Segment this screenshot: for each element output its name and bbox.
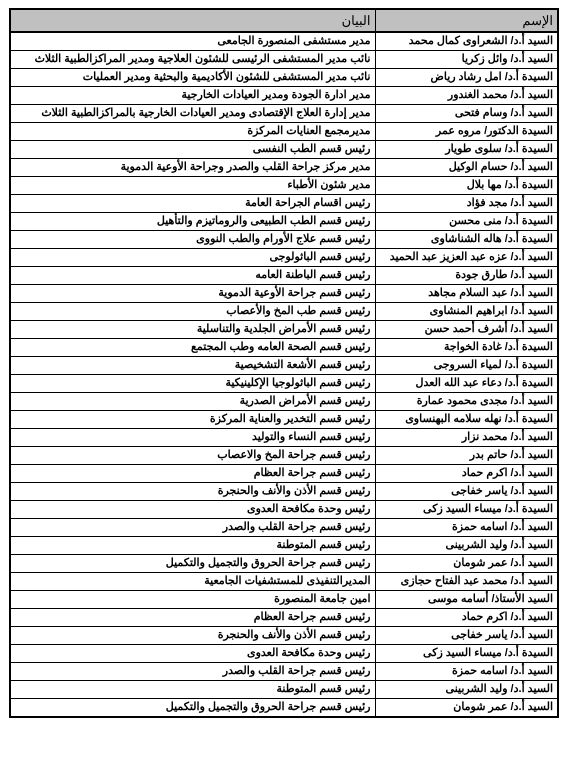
cell-description: رئيس قسم التخدير والعناية المركزة <box>10 411 375 429</box>
table-row <box>10 303 558 321</box>
table-row <box>10 519 558 537</box>
cell-description: رئيس قسم جراحة العظام <box>10 609 375 627</box>
cell-description: رئيس قسم المتوطنة <box>10 537 375 555</box>
table-row <box>10 231 558 249</box>
table-row <box>10 699 558 718</box>
table-row <box>10 51 558 69</box>
table-row <box>10 159 558 177</box>
table-row <box>10 105 558 123</box>
cell-description: مدير مركز جراحة القلب والصدر وجراحة الأوعية الدموية <box>10 159 375 177</box>
cell-description: مدير إدارة العلاج الإقتصادى ومدير العيادات الخارجية بالمراكزالطبية الثلاث <box>10 105 375 123</box>
cell-name: السيد أ.د/ اكرم حماد <box>375 465 558 483</box>
cell-name: السيد أ.د/ طارق جودة <box>375 267 558 285</box>
cell-name: السيد أ.د/ حسام الوكيل <box>375 159 558 177</box>
table-row <box>10 285 558 303</box>
cell-description: مديرمجمع العنايات المركزة <box>10 123 375 141</box>
cell-name: السيد أ.د/ ابراهيم المنشاوى <box>375 303 558 321</box>
cell-description: رئيس قسم جراحة الحروق والتجميل والتكميل <box>10 555 375 573</box>
table-row <box>10 69 558 87</box>
table-row <box>10 429 558 447</box>
table-row <box>10 87 558 105</box>
table-row <box>10 627 558 645</box>
cell-description: مدير شئون الأطباء <box>10 177 375 195</box>
cell-name: السيد أ.د/ وائل زكريا <box>375 51 558 69</box>
cell-name: السيد أ.د/ أشرف أحمد حسن <box>375 321 558 339</box>
table-row <box>10 465 558 483</box>
table-row <box>10 32 558 51</box>
cell-description: رئيس وحدة مكافحة العدوى <box>10 645 375 663</box>
cell-name: السيد أ.د/ وسام فتحى <box>375 105 558 123</box>
cell-description: رئيس قسم علاج الأورام والطب النووى <box>10 231 375 249</box>
cell-name: السيد أ.د/ حاتم بدر <box>375 447 558 465</box>
table-body <box>10 32 558 717</box>
table-row <box>10 213 558 231</box>
cell-description: رئيس قسم الأذن والأنف والحنجرة <box>10 483 375 501</box>
cell-name: السيد أ.د/ الشعراوى كمال محمد <box>375 32 558 51</box>
cell-description: رئيس قسم الأشعة التشخيصية <box>10 357 375 375</box>
table-row <box>10 321 558 339</box>
cell-description: رئيس قسم النساء والتوليد <box>10 429 375 447</box>
table-row <box>10 573 558 591</box>
cell-name: السيدة أ.د/ ميساء السيد زكى <box>375 645 558 663</box>
cell-description: رئيس قسم جراحة الأوعية الدموية <box>10 285 375 303</box>
cell-name: السيدة الدكتور/ مروه عمر <box>375 123 558 141</box>
cell-name: السيد أ.د/ محمد الغندور <box>375 87 558 105</box>
cell-description: رئيس قسم الأمراض الجلدية والتناسلية <box>10 321 375 339</box>
table-row <box>10 339 558 357</box>
cell-name: السيدة أ.د/ منى محسن <box>375 213 558 231</box>
cell-name: السيدة أ.د/ غادة الخواجة <box>375 339 558 357</box>
cell-name: السيد أ.د/ اكرم حماد <box>375 609 558 627</box>
table-row <box>10 501 558 519</box>
cell-description: رئيس قسم الباثولوجى <box>10 249 375 267</box>
cell-description: رئيس قسم جراحة المخ والاعصاب <box>10 447 375 465</box>
cell-description: امين جامعة المنصورة <box>10 591 375 609</box>
cell-description: المديرالتنفيذى للمستشفيات الجامعية <box>10 573 375 591</box>
cell-description: رئيس قسم جراحة الحروق والتجميل والتكميل <box>10 699 375 718</box>
cell-name: السيد أ.د/ مجد فؤاد <box>375 195 558 213</box>
cell-description: نائب مدير المستشفى الرئيسى للشئون العلاجية ومدير المراكزالطبية الثلاث <box>10 51 375 69</box>
cell-name: السيدة أ.د/ هاله الشناشاوى <box>375 231 558 249</box>
cell-name: السيدة أ.د/ دعاء عبد الله العدل <box>375 375 558 393</box>
cell-name: السيد أ.د/ محمد عبد الفتاح حجازى <box>375 573 558 591</box>
cell-description: رئيس قسم الأذن والأنف والحنجرة <box>10 627 375 645</box>
table-row <box>10 195 558 213</box>
table-row <box>10 447 558 465</box>
header-name: الإسم <box>375 9 558 32</box>
cell-name: السيد أ.د/ وليد الشربينى <box>375 537 558 555</box>
cell-description: رئيس قسم الباثولوجيا الإكلينيكية <box>10 375 375 393</box>
document-page <box>9 8 557 718</box>
cell-description: رئيس قسم جراحة القلب والصدر <box>10 663 375 681</box>
table-row <box>10 537 558 555</box>
table-row <box>10 645 558 663</box>
cell-description: رئيس قسم الطب النفسى <box>10 141 375 159</box>
table-row <box>10 555 558 573</box>
table-row <box>10 393 558 411</box>
cell-description: رئيس قسم الأمراض الصدرية <box>10 393 375 411</box>
cell-name: السيد أ.د/ مجدى محمود عمارة <box>375 393 558 411</box>
cell-name: السيد أ.د/ عزه عبد العزيز عبد الحميد <box>375 249 558 267</box>
cell-name: السيدة أ.د/ امل رشاد رياض <box>375 69 558 87</box>
table-row <box>10 411 558 429</box>
header-description: البيان <box>10 9 375 32</box>
table-row <box>10 681 558 699</box>
cell-name: السيد أ.د/ وليد الشربينى <box>375 681 558 699</box>
table-row <box>10 663 558 681</box>
cell-name: السيد أ.د/ اسامه حمزة <box>375 663 558 681</box>
table-row <box>10 267 558 285</box>
cell-description: رئيس قسم الطب الطبيعى والروماتيزم والتأهيل <box>10 213 375 231</box>
table-row <box>10 249 558 267</box>
cell-description: رئيس قسم الصحة العامه وطب المجتمع <box>10 339 375 357</box>
cell-description: رئيس قسم جراحة العظام <box>10 465 375 483</box>
cell-name: السيد أ.د/ عمر شومان <box>375 699 558 718</box>
cell-description: رئيس قسم المتوطنة <box>10 681 375 699</box>
cell-name: السيد أ.د/ عمر شومان <box>375 555 558 573</box>
cell-name: السيد أ.د/ محمد نزار <box>375 429 558 447</box>
table-row <box>10 483 558 501</box>
table-row <box>10 123 558 141</box>
table-row <box>10 141 558 159</box>
cell-description: رئيس اقسام الجراحة العامة <box>10 195 375 213</box>
cell-description: رئيس قسم جراحة القلب والصدر <box>10 519 375 537</box>
cell-name: السيد الأستاذ/ أسامه موسى <box>375 591 558 609</box>
cell-name: السيدة أ.د/ لمياء السروجى <box>375 357 558 375</box>
cell-description: رئيس قسم الباطنة العامه <box>10 267 375 285</box>
table-row <box>10 357 558 375</box>
table-row <box>10 375 558 393</box>
cell-name: السيد أ.د/ اسامه حمزة <box>375 519 558 537</box>
table-row <box>10 609 558 627</box>
cell-description: رئيس قسم طب المخ والأعصاب <box>10 303 375 321</box>
cell-name: السيد أ.د/ ياسر خفاجى <box>375 483 558 501</box>
staff-table <box>9 8 559 718</box>
cell-name: السيد أ.د/ عبد السلام مجاهد <box>375 285 558 303</box>
cell-description: مدير مستشفى المنصورة الجامعى <box>10 32 375 51</box>
cell-description: مدير ادارة الجودة ومدير العيادات الخارجية <box>10 87 375 105</box>
cell-name: السيدة أ.د/ مها بلال <box>375 177 558 195</box>
cell-name: السيد أ.د/ ياسر خفاجى <box>375 627 558 645</box>
cell-description: رئيس وحدة مكافحة العدوى <box>10 501 375 519</box>
cell-name: السيدة أ.د/ سلوى طويار <box>375 141 558 159</box>
table-header-row <box>10 9 558 32</box>
table-row <box>10 591 558 609</box>
cell-description: نائب مدير المستشفى للشئون الأكاديمية والبحثية ومدير العمليات <box>10 69 375 87</box>
table-row <box>10 177 558 195</box>
cell-name: السيدة أ.د/ ميساء السيد زكى <box>375 501 558 519</box>
cell-name: السيدة أ.د/ نهله سلامه البهنساوى <box>375 411 558 429</box>
